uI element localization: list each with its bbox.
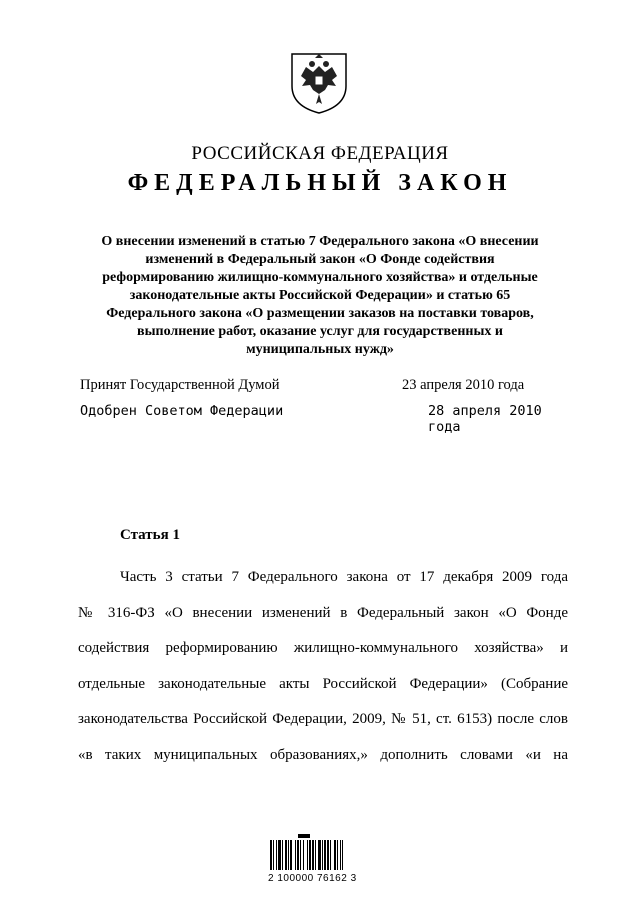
document-type: ФЕДЕРАЛЬНЫЙ ЗАКОН xyxy=(127,170,513,196)
barcode-icon xyxy=(268,832,378,872)
barcode-number: 2 100000 76162 3 xyxy=(268,873,357,884)
article-paragraph xyxy=(78,560,568,773)
council-date: 28 апреля 2010 года xyxy=(428,403,542,435)
russian-coat-of-arms-icon xyxy=(286,50,352,116)
paragraph-line: № 316-ФЗ «О внесении изменений в Федеральный закон «О Фонде xyxy=(78,604,568,621)
title-line: законодательные акты Российской Федерации» и статью 65 xyxy=(129,288,511,303)
paragraph-line: отдельные законодательные акты Российской Федерации» (Собрание xyxy=(78,675,568,692)
council-label: Одобрен Советом Федерации xyxy=(80,403,284,419)
title-line: муниципальных нужд» xyxy=(246,342,394,357)
paragraph-line: содействия реформированию жилищно-коммунального хозяйства» и xyxy=(78,640,568,656)
country-name: РОССИЙСКАЯ ФЕДЕРАЦИЯ xyxy=(191,143,449,164)
duma-date: 23 апреля 2010 года xyxy=(402,377,525,393)
article-heading: Статья 1 xyxy=(120,527,180,543)
title-line: О внесении изменений в статью 7 Федерального закона «О внесении xyxy=(101,234,539,249)
paragraph-line: Часть 3 статьи 7 Федерального закона от 17 декабря 2009 года xyxy=(120,569,568,585)
duma-label: Принят Государственной Думой xyxy=(80,377,280,393)
title-line: выполнение работ, оказание услуг для государственных и xyxy=(137,324,503,339)
paragraph-line: законодательства Российской Федерации, 2009, № 51, ст. 6153) после слов xyxy=(78,711,568,727)
title-line: Федерального закона «О размещении заказов на поставки товаров, xyxy=(106,306,534,321)
law-title xyxy=(70,233,570,359)
paragraph-line: «в таких муниципальных образованиях,» дополнить словами «и на xyxy=(78,746,568,763)
title-line: изменений в Федеральный закон «О Фонде содействия xyxy=(145,252,495,267)
adoption-council xyxy=(80,403,570,435)
title-line: реформированию жилищно-коммунального хозяйства» и отдельные xyxy=(102,270,538,285)
adoption-duma xyxy=(80,377,570,397)
